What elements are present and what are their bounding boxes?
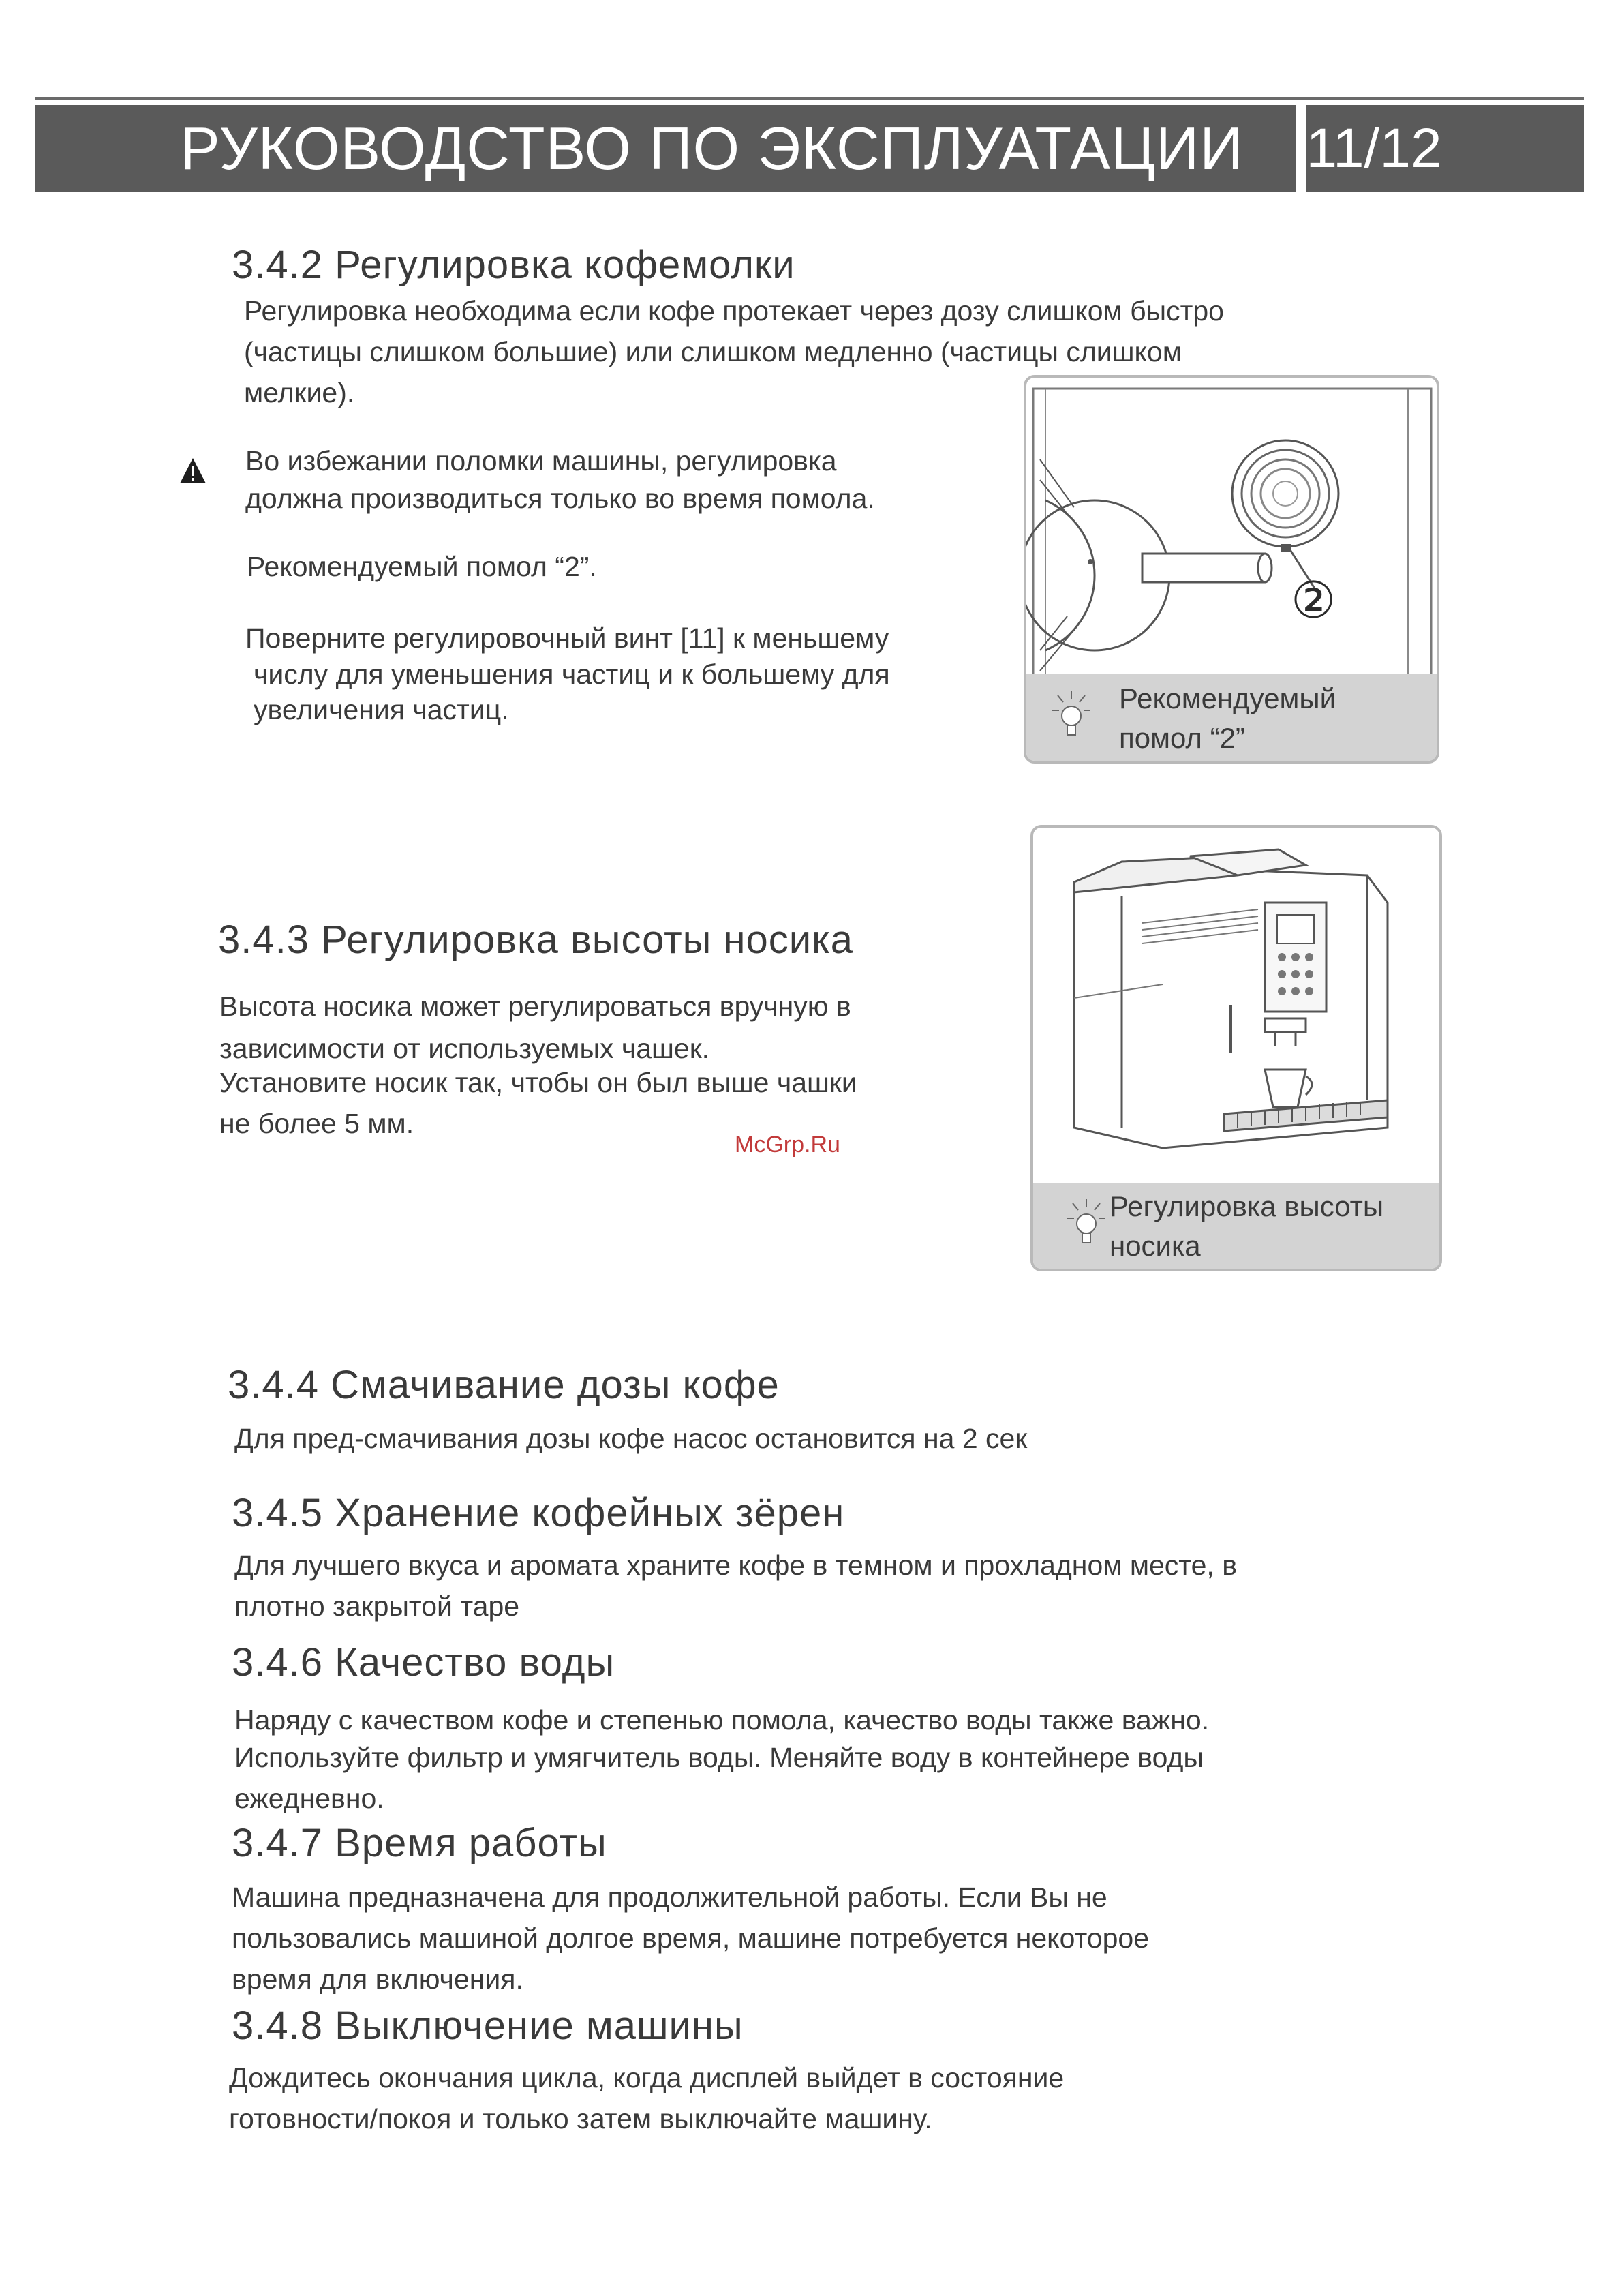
section-heading-3-4-4: 3.4.4 Смачивание дозы кофе (228, 1363, 780, 1407)
caption-line: Рекомендуемый (1119, 682, 1336, 714)
section-text: Для пред-смачивания дозы кофе насос остановится на 2 сек (234, 1423, 1028, 1454)
section-text: Установите носик так, чтобы он был выше чашки (219, 1067, 857, 1098)
watermark: McGrp.Ru (735, 1132, 840, 1158)
section-text: пользовались машиной долгое время, машине потребуется некоторое (232, 1922, 1149, 1954)
grinder-illustration (1026, 378, 1437, 691)
section-text: мелкие). (244, 377, 355, 408)
caption-line: помол “2” (1119, 722, 1245, 754)
warning-text: должна производиться только во время помола. (245, 483, 875, 514)
section-heading-3-4-8: 3.4.8 Выключение машины (232, 2004, 744, 2048)
manual-title: РУКОВОДСТВО ПО ЭКСПЛУАТАЦИИ (180, 115, 1244, 182)
section-text: Регулировка необходима если кофе протекает через дозу слишком быстро (244, 295, 1224, 327)
section-heading-3-4-3: 3.4.3 Регулировка высоты носика (218, 918, 854, 962)
section-text: Машина предназначена для продолжительной работы. Если Вы не (232, 1882, 1107, 1913)
section-text: зависимости от используемых чашек. (219, 1033, 710, 1064)
instruction-text: увеличения частиц. (254, 694, 509, 725)
recommended-grind-text: Рекомендуемый помол “2”. (247, 551, 597, 582)
header-rule (35, 97, 1584, 100)
section-text: плотно закрытой таре (234, 1590, 520, 1622)
section-heading-3-4-7: 3.4.7 Время работы (232, 1821, 607, 1865)
figure-caption (1026, 674, 1437, 761)
section-heading-3-4-5: 3.4.5 Хранение кофейных зёрен (232, 1491, 845, 1535)
figure-caption (1033, 1183, 1439, 1269)
section-text: готовности/покоя и только затем выключайте машину. (229, 2103, 932, 2134)
grinder-figure (1024, 375, 1439, 764)
section-heading-3-4-2: 3.4.2 Регулировка кофемолки (232, 243, 795, 287)
lightbulb-icon (1052, 691, 1090, 743)
section-text: время для включения. (232, 1963, 523, 1995)
section-text: не более 5 мм. (219, 1108, 414, 1139)
section-text: ежедневно. (234, 1783, 384, 1814)
caption-line: носика (1110, 1230, 1201, 1262)
warning-icon (179, 457, 207, 485)
coffee-machine-illustration (1033, 828, 1439, 1182)
header-separator (1296, 102, 1306, 198)
instruction-text: Поверните регулировочный винт [11] к меньшему (245, 622, 889, 654)
section-text: Высота носика может регулироваться вручную в (219, 991, 851, 1022)
instruction-text: числу для уменьшения частиц и к большему для (254, 659, 890, 690)
lightbulb-icon (1067, 1199, 1105, 1251)
section-text: Дождитесь окончания цикла, когда дисплей выйдет в состояние (229, 2062, 1065, 2094)
section-text: (частицы слишком большие) или слишком медленно (частицы слишком (244, 336, 1182, 367)
warning-text: Во избежании поломки машины, регулировка (245, 445, 837, 477)
caption-line: Регулировка высоты (1110, 1190, 1384, 1222)
section-text: Используйте фильтр и умягчитель воды. Меняйте воду в контейнере воды (234, 1742, 1204, 1773)
page-number: 11/12 (1306, 117, 1442, 179)
coffee-machine-figure (1030, 825, 1442, 1271)
section-text: Для лучшего вкуса и аромата храните кофе в темном и прохладном месте, в (234, 1550, 1237, 1581)
grind-setting-number: ② (1291, 571, 1336, 630)
section-heading-3-4-6: 3.4.6 Качество воды (232, 1640, 615, 1685)
section-text: Наряду с качеством кофе и степенью помола, качество воды также важно. (234, 1704, 1210, 1736)
